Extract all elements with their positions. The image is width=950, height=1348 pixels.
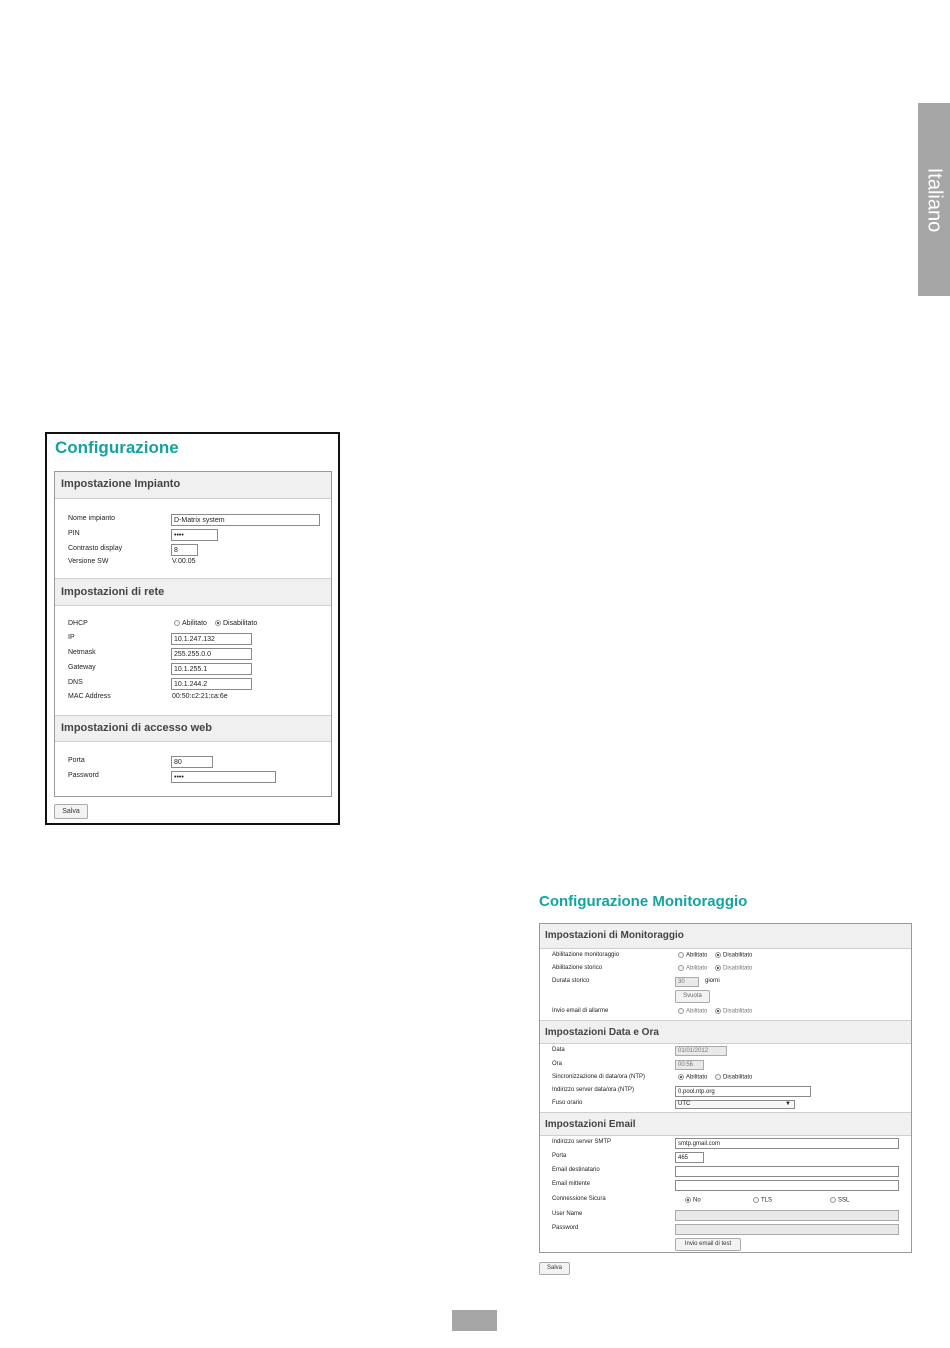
email-allarme-label: Invio email di allarme: [552, 1008, 609, 1014]
radio-on-icon: [715, 952, 721, 958]
durata-storico-label: Durata storico: [552, 978, 590, 984]
abil-mon-on-radio[interactable]: [678, 952, 707, 959]
dest-input[interactable]: [675, 1166, 899, 1177]
mitt-input[interactable]: [675, 1180, 899, 1191]
dhcp-disabilitato-label: Disabilitato: [223, 620, 258, 627]
durata-storico-input[interactable]: 30: [675, 977, 699, 987]
row-email-allarme: [540, 1008, 911, 1017]
durata-unit: giorni: [705, 978, 720, 984]
dest-label: Email destinatario: [552, 1167, 600, 1173]
monitor-form: [539, 923, 912, 1253]
sicura-label: Connessione Sicura: [552, 1196, 606, 1202]
row-gateway: [55, 663, 331, 675]
row-fuso: [540, 1100, 911, 1109]
versione-value: V.00.05: [172, 558, 196, 565]
language-tab-label: Italiano: [923, 167, 946, 232]
config-save-button[interactable]: Salva: [54, 804, 88, 819]
row-ip: [55, 633, 331, 645]
dhcp-abilitato-label: Abilitato: [182, 620, 207, 627]
radio-off-icon: [678, 1008, 684, 1014]
fuso-label: Fuso orario: [552, 1100, 583, 1106]
row-nome-impianto: [55, 514, 331, 526]
radio-off-icon: [715, 1074, 721, 1080]
nome-impianto-input[interactable]: D-Matrix system: [171, 514, 320, 526]
pin-label: PIN: [68, 530, 80, 537]
email-allarme-off-label: Disabilitato: [723, 1008, 753, 1015]
row-porta-email: [540, 1152, 911, 1163]
sicura-no-label: No: [693, 1197, 701, 1204]
password-web-input[interactable]: ••••: [171, 771, 276, 783]
row-dest: [540, 1166, 911, 1177]
ntp-off-label: Disabilitato: [723, 1074, 753, 1081]
radio-on-icon: [715, 965, 721, 971]
row-abil-monitoraggio: [540, 952, 911, 961]
sicura-tls-radio[interactable]: [753, 1197, 772, 1204]
row-pin: [55, 529, 331, 541]
monitor-save-button[interactable]: Salva: [539, 1262, 570, 1275]
fuso-select[interactable]: [675, 1100, 795, 1109]
radio-off-icon: [830, 1197, 836, 1203]
row-durata-storico: [540, 977, 911, 987]
row-user: [540, 1210, 911, 1221]
config-panel: [45, 432, 340, 825]
radio-on-icon: [678, 1074, 684, 1080]
data-input[interactable]: 01/01/2012: [675, 1046, 727, 1056]
radio-on-icon: [715, 1008, 721, 1014]
abil-mon-on-label: Abilitato: [686, 952, 708, 959]
smtp-label: Indirizzo server SMTP: [552, 1139, 612, 1145]
radio-off-icon: [753, 1197, 759, 1203]
abil-storico-on-radio[interactable]: [678, 965, 707, 972]
test-email-button[interactable]: Invio email di test: [675, 1238, 741, 1251]
smtp-input[interactable]: smtp.gmail.com: [675, 1138, 899, 1149]
ntp-on-label: Abilitato: [686, 1074, 708, 1081]
ora-input[interactable]: 00:56: [675, 1060, 704, 1070]
abil-storico-label: Abilitazione storico: [552, 965, 603, 971]
contrasto-label: Contrasto display: [68, 545, 123, 552]
ora-label: Ora: [552, 1061, 563, 1067]
row-password-email: [540, 1224, 911, 1235]
dhcp-label: DHCP: [68, 620, 88, 627]
radio-off-icon: [678, 965, 684, 971]
abil-storico-on-label: Abilitato: [686, 965, 708, 972]
monitor-title: Configurazione Monitoraggio: [539, 893, 748, 910]
ntp-server-label: Indirizzo server data/ora (NTP): [552, 1087, 635, 1093]
row-ora: [540, 1060, 911, 1070]
abil-mon-off-radio[interactable]: [715, 952, 752, 959]
data-label: Data: [552, 1047, 565, 1053]
row-ntp-server: [540, 1086, 911, 1097]
chevron-down-icon: ▼: [785, 1101, 791, 1107]
porta-web-label: Porta: [68, 757, 85, 764]
row-data: [540, 1046, 911, 1056]
email-allarme-on-radio[interactable]: [678, 1008, 707, 1015]
row-netmask: [55, 648, 331, 660]
page-number-box: [452, 1310, 497, 1331]
row-dhcp: [55, 620, 331, 631]
user-input[interactable]: [675, 1210, 899, 1221]
password-email-input[interactable]: [675, 1224, 899, 1235]
fuso-select-value: UTC: [678, 1101, 691, 1107]
porta-email-label: Porta: [552, 1153, 567, 1159]
abil-storico-off-radio[interactable]: [715, 965, 752, 972]
section-rete-header: Impostazioni di rete: [55, 578, 331, 606]
row-abil-storico: [540, 965, 911, 974]
row-sicura: [540, 1196, 911, 1205]
sicura-ssl-radio[interactable]: [830, 1197, 849, 1204]
row-contrasto: [55, 544, 331, 556]
porta-web-input[interactable]: 80: [171, 756, 213, 768]
config-title: Configurazione: [55, 438, 179, 457]
row-mitt: [540, 1180, 911, 1191]
nome-impianto-label: Nome impianto: [68, 515, 116, 522]
section-monitoraggio-header: Impostazioni di Monitoraggio: [540, 924, 911, 949]
sicura-tls-label: TLS: [761, 1197, 773, 1204]
sicura-ssl-label: SSL: [838, 1197, 850, 1204]
mac-value: 00:50:c2:21:ca:6e: [172, 693, 228, 700]
row-dns: [55, 678, 331, 690]
abil-mon-off-label: Disabilitato: [723, 952, 753, 959]
sicura-no-radio[interactable]: [685, 1197, 701, 1204]
ntp-sync-label: Sincronizzazione di data/ora (NTP): [552, 1074, 646, 1080]
radio-on-icon: [685, 1197, 691, 1203]
ntp-off-radio[interactable]: [715, 1074, 752, 1081]
gateway-label: Gateway: [68, 664, 96, 671]
password-web-label: Password: [68, 772, 99, 779]
dhcp-disabilitato-radio[interactable]: [215, 620, 257, 627]
ip-input[interactable]: 10.1.247.132: [171, 633, 252, 645]
row-ntp-sync: [540, 1074, 911, 1083]
netmask-label: Netmask: [68, 649, 96, 656]
config-form: [54, 471, 332, 797]
pin-input[interactable]: ••••: [171, 529, 218, 541]
row-versione: [55, 558, 331, 568]
contrasto-input[interactable]: 8: [171, 544, 198, 556]
section-impianto-header: Impostazione Impianto: [55, 472, 331, 499]
radio-off-icon: [678, 952, 684, 958]
ntp-on-radio[interactable]: [678, 1074, 707, 1081]
row-smtp: [540, 1138, 911, 1149]
mitt-label: Email mittente: [552, 1181, 591, 1187]
netmask-input[interactable]: 255.255.0.0: [171, 648, 252, 660]
section-email-header: Impostazioni Email: [540, 1112, 911, 1136]
section-data-ora-header: Impostazioni Data e Ora: [540, 1020, 911, 1044]
dns-label: DNS: [68, 679, 83, 686]
user-label: User Name: [552, 1211, 583, 1217]
gateway-input[interactable]: 10.1.255.1: [171, 663, 252, 675]
email-allarme-off-radio[interactable]: [715, 1008, 752, 1015]
row-password-web: [55, 771, 331, 783]
versione-label: Versione SW: [68, 558, 109, 565]
password-email-label: Password: [552, 1225, 579, 1231]
abil-storico-off-label: Disabilitato: [723, 965, 753, 972]
mac-label: MAC Address: [68, 693, 111, 700]
ntp-server-input[interactable]: 0.pool.ntp.org: [675, 1086, 811, 1097]
language-tab: [918, 103, 950, 296]
dns-input[interactable]: 10.1.244.2: [171, 678, 252, 690]
porta-email-input[interactable]: 465: [675, 1152, 704, 1163]
svuota-button[interactable]: Svuota: [675, 990, 710, 1003]
ip-label: IP: [68, 634, 75, 641]
dhcp-abilitato-radio[interactable]: [174, 620, 207, 627]
abil-monitoraggio-label: Abilitazione monitoraggio: [552, 952, 620, 958]
row-porta-web: [55, 756, 331, 768]
email-allarme-on-label: Abilitato: [686, 1008, 708, 1015]
radio-on-icon: [215, 620, 221, 626]
radio-off-icon: [174, 620, 180, 626]
section-web-header: Impostazioni di accesso web: [55, 715, 331, 742]
row-mac: [55, 693, 331, 703]
